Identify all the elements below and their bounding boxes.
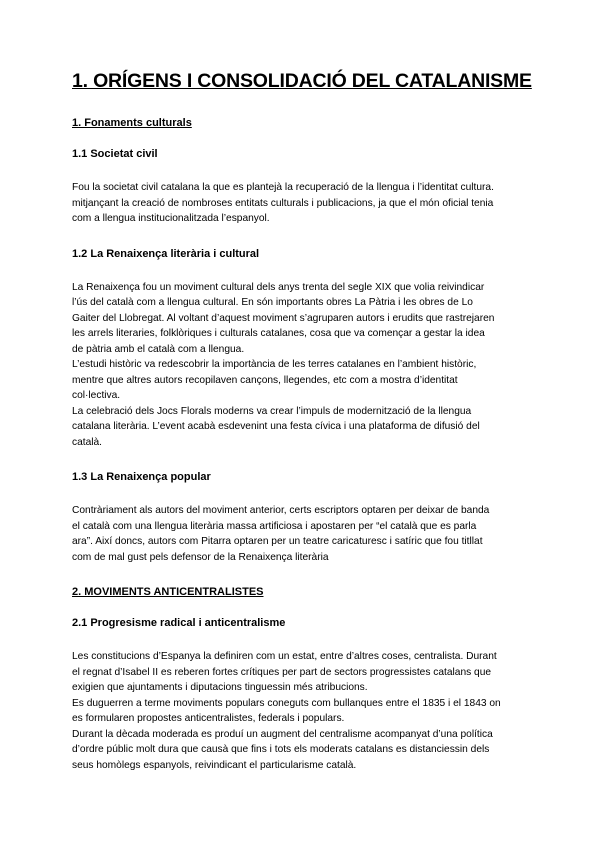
paragraph-renaixenca-literaria xyxy=(72,280,542,451)
subsection-heading-progresisme: 2.1 Progresisme radical i anticentralisme xyxy=(72,617,286,629)
text-line: es formularen propostes anticentralistes, federals i populars. xyxy=(72,713,345,724)
paragraph-renaixenca-popular xyxy=(72,503,542,565)
text-line: català. xyxy=(72,436,103,448)
subsection-heading-renaixenca-literaria: 1.2 La Renaixença literària i cultural xyxy=(72,247,260,260)
text-line: el regnat d’Isabel II es reberen fortes crítiques per part de sectors progressistes catalans que xyxy=(72,666,492,678)
text-line: L’estudi històric va redescobrir la importància de les terres catalanes en l’ambient històric, xyxy=(72,359,477,370)
subsection-heading-renaixenca-popular: 1.3 La Renaixença popular xyxy=(72,471,211,483)
text-line: mitjançant la creació de nombroses entitats culturals i publicacions, ja que el món oficial tenia xyxy=(72,197,494,209)
section-heading-moviments-anticentralistes: 2. MOVIMENTS ANTICENTRALISTES xyxy=(72,586,264,598)
text-line: La Renaixença fou un moviment cultural dels anys trenta del segle XIX que volia reivindicar xyxy=(72,281,485,293)
text-line: Es duguerren a terme moviments populars coneguts com bullanques entre el 1835 i el 1843 on xyxy=(72,697,501,709)
text-line: col·lectiva. xyxy=(72,390,121,401)
text-line: Durant la dècada moderada es produí un augment del centralisme acompanyat d’una política xyxy=(72,728,493,740)
paragraph-progresisme xyxy=(72,649,542,773)
text-line: catalana literària. L’event acabà esdevenint una festa cívica i una plataforma de difusió del xyxy=(72,421,480,432)
page-title: 1. ORÍGENS I CONSOLIDACIÓ DEL CATALANISME xyxy=(72,70,532,92)
text-line: l’ús del català com a llengua cultural. En són importants obres La Pàtria i les obres de Lo xyxy=(72,297,473,308)
section-heading-fonaments: 1. Fonaments culturals xyxy=(72,117,192,129)
text-line: Contràriament als autors del moviment anterior, certs escriptors optaren per deixar de banda xyxy=(72,505,490,516)
document-page xyxy=(72,70,542,773)
text-line: mentre que altres autors recopilaven cançons, llegendes, etc com a mostra d’identitat xyxy=(72,374,458,386)
text-line: Les constitucions d’Espanya la definiren com un estat, entre d’altres coses, centralista. Durant xyxy=(72,651,497,662)
subsection-heading-societat-civil: 1.1 Societat civil xyxy=(72,148,158,160)
text-line: La celebració dels Jocs Florals moderns va crear l’impuls de modernització de la llengua xyxy=(72,405,472,417)
text-line: el català com una llengua literària massa artificiosa i apostaren per “el català que es parla xyxy=(72,520,477,532)
text-line: d’ordre públic molt dura que causà que fins i tots els moderats catalans es distanciessin dels xyxy=(72,744,490,755)
text-line: exigien que ajuntaments i diputacions tinguessin més atribucions. xyxy=(72,682,368,693)
text-line: les arrels literaries, folklòriques i culturals catalanes, cosa que va començar a gestar la idea xyxy=(72,328,485,339)
text-line: ara”. Així doncs, autors com Pitarra optaren per un teatre caricaturesc i satíric que fou titllat xyxy=(72,536,483,547)
text-line: com de mal gust pels defensor de la Renaixença literària xyxy=(72,551,329,563)
text-line: Gaiter del Llobregat. Al voltant d’aquest moviment s’agruparen autors i erudits que rastrejaren xyxy=(72,312,495,324)
paragraph-societat-civil xyxy=(72,180,542,227)
text-line: seus homòlegs espanyols, reivindicant el particularisme català. xyxy=(72,759,357,771)
text-line: com a llengua institucionalitzada l’espanyol. xyxy=(72,213,270,224)
text-line: de pàtria amb el català com a llengua. xyxy=(72,343,245,355)
text-line: Fou la societat civil catalana la que es plantejà la recuperació de la llengua i l’identitat cultura. xyxy=(72,182,494,193)
